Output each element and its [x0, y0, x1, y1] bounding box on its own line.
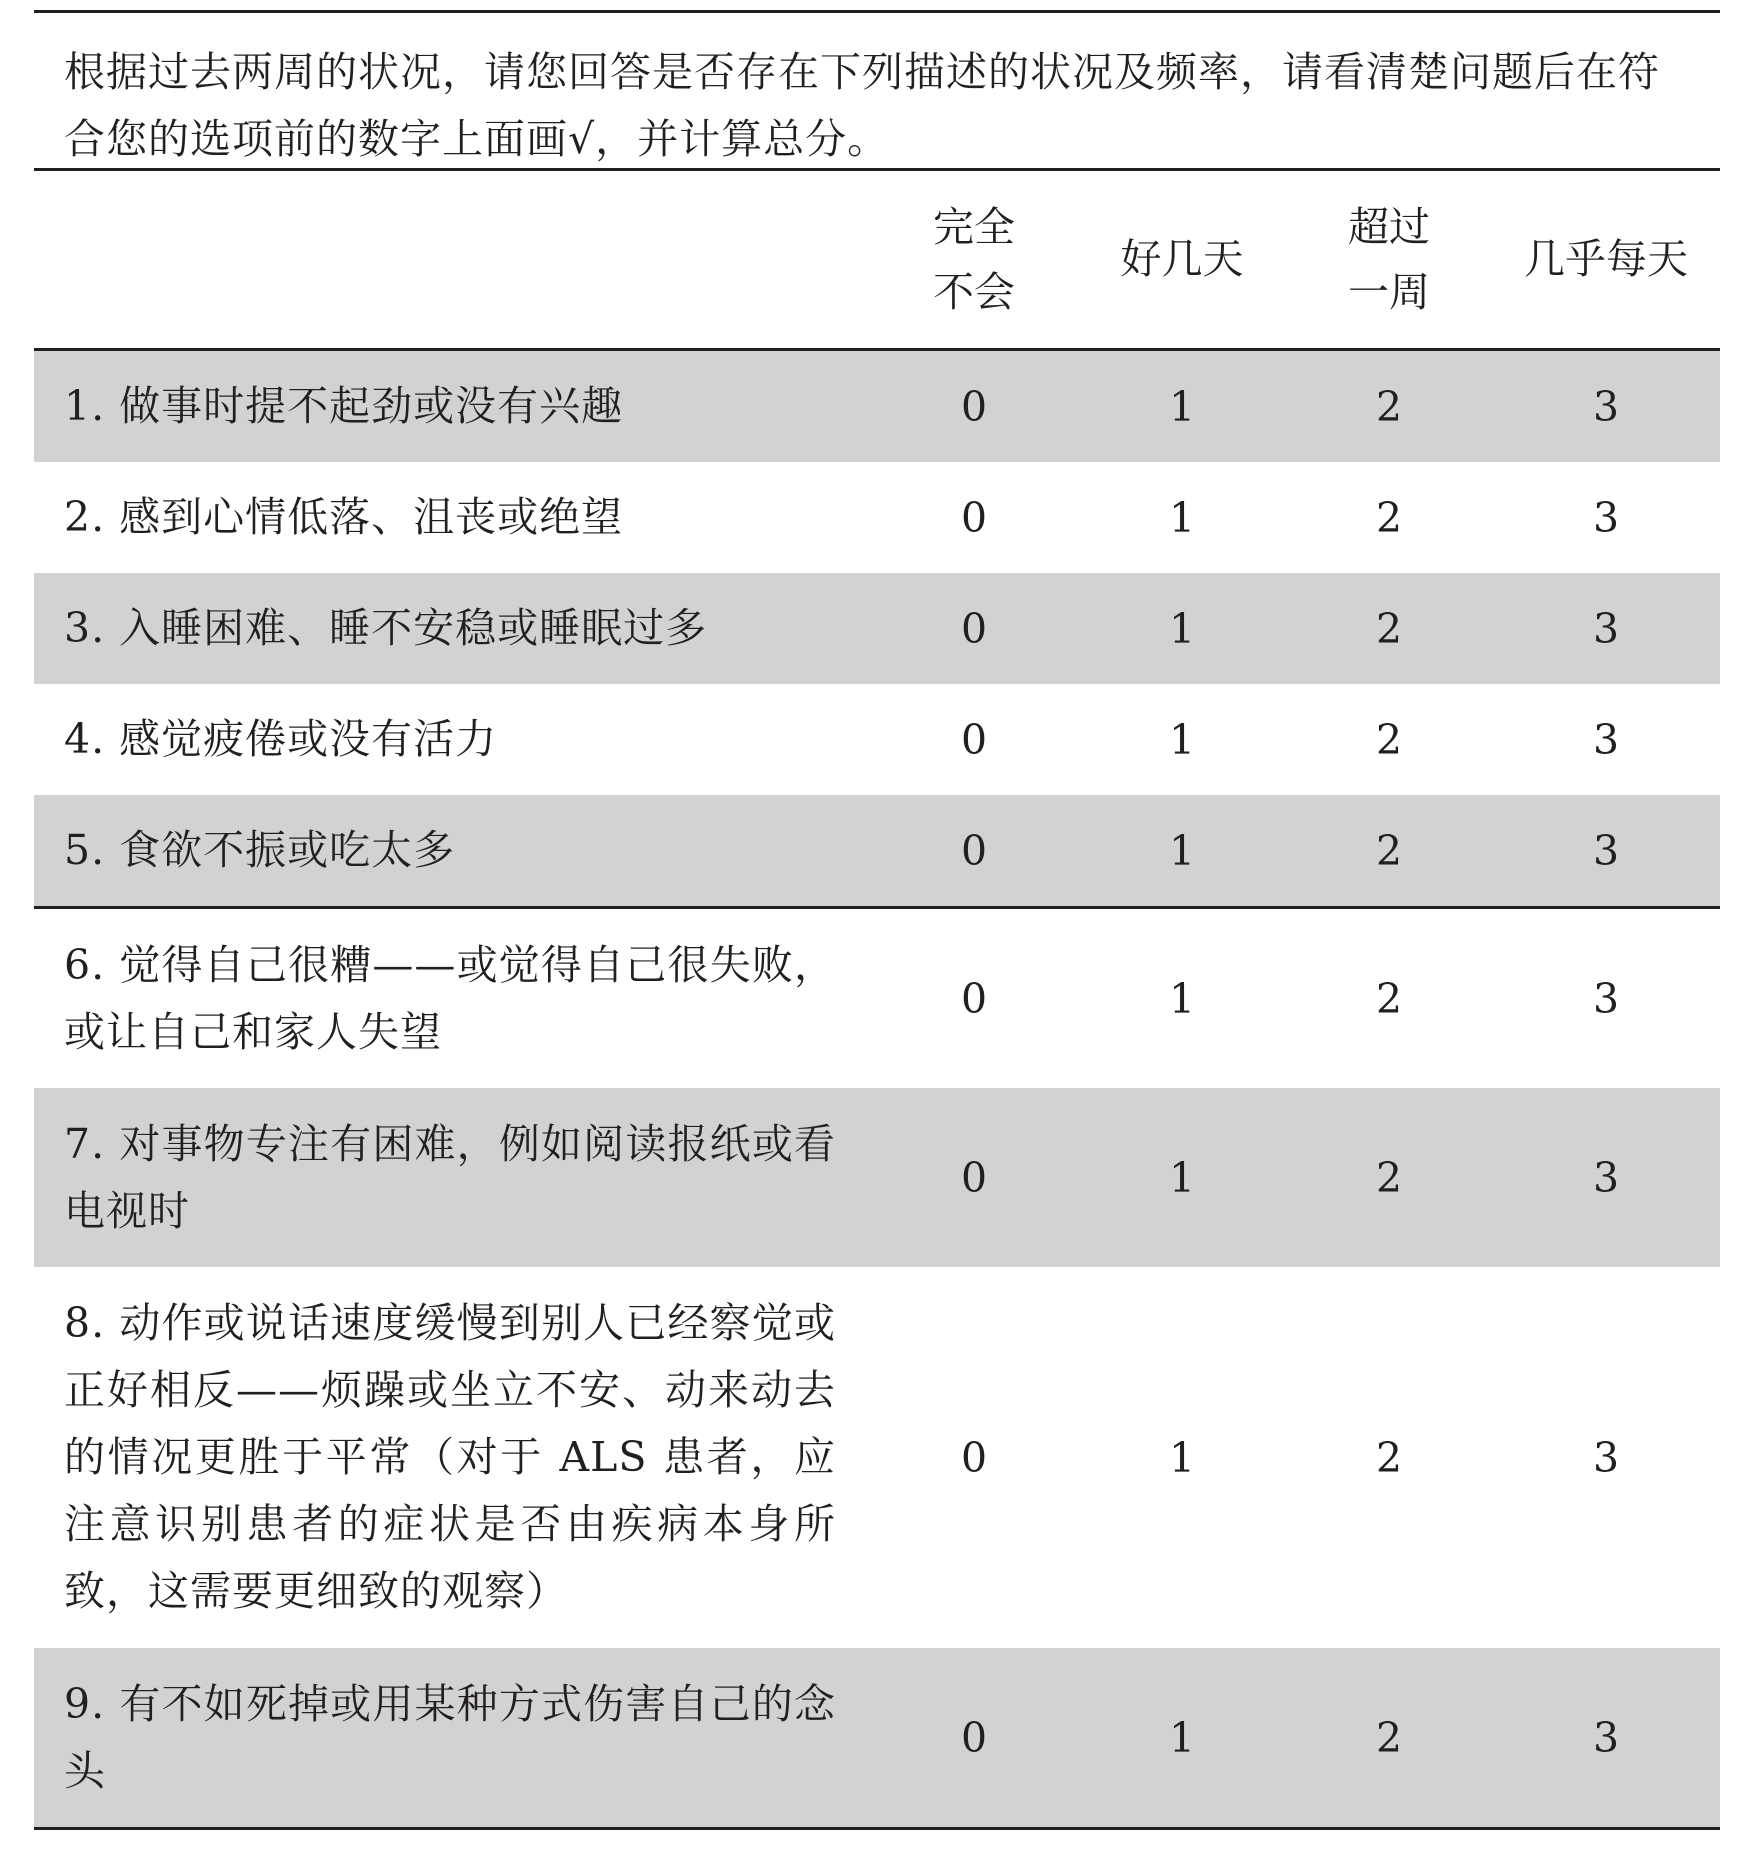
score-option-3[interactable]: 3	[1492, 350, 1720, 463]
item-text: 4. 感觉疲倦或没有活力	[64, 715, 498, 763]
instructions-text: 根据过去两周的状况，请您回答是否存在下列描述的状况及频率，请看清楚问题后在符合您的选项前的数字上面画√，并计算总分。	[64, 48, 1660, 163]
score-option-3[interactable]: 3	[1492, 1088, 1720, 1267]
score-option-1[interactable]: 1	[1078, 908, 1286, 1089]
score-option-2[interactable]: 2	[1286, 1088, 1492, 1267]
score-option-0[interactable]: 0	[870, 1648, 1078, 1829]
item-text: 6. 觉得自己很糟——或觉得自己很失败，或让自己和家人失望	[34, 908, 870, 1089]
score-option-0[interactable]: 0	[960, 493, 988, 542]
score-option-0[interactable]: 0	[870, 573, 1078, 684]
score-option-2[interactable]: 2	[1375, 493, 1403, 542]
questionnaire-table	[34, 168, 1720, 1830]
item-text: 2. 感到心情低落、沮丧或绝望	[64, 493, 624, 541]
score-option-0[interactable]: 0	[960, 715, 988, 764]
score-option-0[interactable]: 0	[870, 350, 1078, 463]
score-option-1[interactable]: 1	[1078, 1088, 1286, 1267]
score-option-0[interactable]: 0	[870, 795, 1078, 908]
score-option-1[interactable]: 1	[1078, 573, 1286, 684]
table-row	[34, 1267, 1720, 1648]
score-option-2[interactable]: 2	[1286, 908, 1492, 1089]
score-option-2[interactable]: 2	[1375, 1433, 1403, 1482]
table-row	[34, 908, 1720, 1089]
score-option-0[interactable]: 0	[870, 1088, 1078, 1267]
header-not-at-all: 完全 不会	[870, 170, 1078, 350]
header-several-days: 好几天	[1078, 170, 1286, 350]
item-text: 7. 对事物专注有困难，例如阅读报纸或看电视时	[34, 1088, 870, 1267]
score-option-1[interactable]: 1	[1078, 795, 1286, 908]
score-option-3[interactable]: 3	[1592, 493, 1620, 542]
score-option-0[interactable]: 0	[870, 908, 1078, 1089]
score-option-2[interactable]: 2	[1286, 350, 1492, 463]
score-option-1[interactable]: 1	[1168, 493, 1196, 542]
score-option-2[interactable]: 2	[1286, 573, 1492, 684]
header-row	[34, 170, 1720, 350]
header-nearly-every-day: 几乎每天	[1492, 170, 1720, 350]
item-text: 8. 动作或说话速度缓慢到别人已经察觉或正好相反——烦躁或坐立不安、动来动去的情况更胜于平常（对于 ALS 患者，应注意识别患者的症状是否由疾病本身所致，这需要更细致的观察）	[64, 1299, 836, 1615]
table-row	[34, 1648, 1720, 1829]
score-option-1[interactable]: 1	[1078, 350, 1286, 463]
score-option-2[interactable]: 2	[1286, 1648, 1492, 1829]
item-text: 1. 做事时提不起劲或没有兴趣	[34, 350, 870, 463]
score-option-1[interactable]: 1	[1168, 1433, 1196, 1482]
table-row	[34, 1088, 1720, 1267]
score-option-1[interactable]: 1	[1078, 1648, 1286, 1829]
questionnaire	[34, 10, 1720, 1830]
score-option-0[interactable]: 0	[960, 1433, 988, 1482]
score-option-3[interactable]: 3	[1492, 795, 1720, 908]
table-row	[34, 795, 1720, 908]
score-option-3[interactable]: 3	[1492, 908, 1720, 1089]
score-option-2[interactable]: 2	[1375, 715, 1403, 764]
score-option-3[interactable]: 3	[1592, 1433, 1620, 1482]
item-text: 3. 入睡困难、睡不安稳或睡眠过多	[34, 573, 870, 684]
item-text: 9. 有不如死掉或用某种方式伤害自己的念头	[34, 1648, 870, 1829]
table-row	[34, 684, 1720, 795]
score-option-1[interactable]: 1	[1168, 715, 1196, 764]
item-text: 5. 食欲不振或吃太多	[34, 795, 870, 908]
score-option-3[interactable]: 3	[1592, 715, 1620, 764]
table-row	[34, 462, 1720, 573]
table-row	[34, 573, 1720, 684]
table-row	[34, 350, 1720, 463]
score-option-3[interactable]: 3	[1492, 573, 1720, 684]
score-option-2[interactable]: 2	[1286, 795, 1492, 908]
score-option-3[interactable]: 3	[1492, 1648, 1720, 1829]
header-item	[34, 170, 870, 350]
header-more-than-a-week: 超过 一周	[1286, 170, 1492, 350]
